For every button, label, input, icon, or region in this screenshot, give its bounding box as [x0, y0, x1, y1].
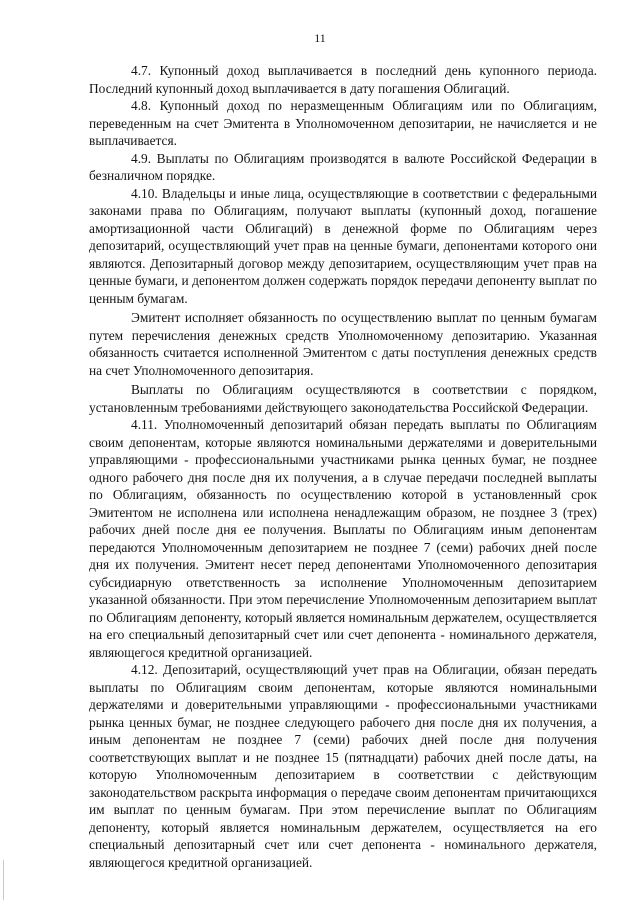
page-number: 11: [314, 31, 326, 45]
paragraph-issuer-obligation: Эмитент исполняет обязанность по осуществлению выплат по ценным бумагам путем перечисления денежных средств Уполномоченному депозитарию. Указанная обязанность считается исполненной Эмитентом с даты поступления денежных средств на счет Уполномоченного депозитария.: [89, 310, 597, 378]
paragraph-4-8: 4.8. Купонный доход по неразмещенным Облигациям или по Облигациям, переведенным на счет Эмитента в Уполномоченном депозитарии, не начисляется и не выплачивается.: [89, 98, 597, 148]
paragraph-4-10: 4.10. Владельцы и иные лица, осуществляющие в соответствии с федеральными законами права по Облигациям, получают выплаты (купонный доход, погашение амортизационной части Облигаций) в денежной форме по Облигациям через депозитарий, осуществляющий учет прав на ценные бумаги, депонентами которого они являются. Депозитарный договор между депозитарием, осуществляющим учет прав на ценные бумаги, и депонентом должен содержать порядок передачи депоненту выплат по ценным бумагам.: [89, 185, 597, 306]
paragraph-4-9: 4.9. Выплаты по Облигациям производятся в валюте Российской Федерации в безналичном порядке.: [89, 150, 597, 183]
paragraph-payments-procedure: Выплаты по Облигациям осуществляются в соответствии с порядком, установленным требованиями действующего законодательства Российской Федерации.: [89, 382, 597, 415]
paragraph-4-12: 4.12. Депозитарий, осуществляющий учет прав на Облигации, обязан передать выплаты по Облигациям своим депонентам, которые являются номинальными держателями и доверительными управляющими - профессиональными участниками рынка ценных бумаг, не позднее следующего рабочего дня после дня их получения, а иным депонентам не позднее 7 (семи) рабочих дней после дня получения соответствующих выплат и не позднее 15 (пятнадцати) рабочих дней после даты, на которую Уполномоченным депозитарием в соответствии с действующим законодательством раскрыта информация о передаче своим депонентам причитающихся им выплат по ценным бумагам. При этом перечисление выплат по Облигациям депоненту, который является номинальным держателем, осуществляется на его специальный депозитарный счет или счет депонента - номинального держателя, являющегося кредитной организацией.: [89, 662, 597, 870]
paragraph-4-7: 4.7. Купонный доход выплачивается в последний день купонного периода. Последний купонный доход выплачивается в дату погашения Облигаций.: [89, 63, 597, 96]
scan-edge-line: [3, 860, 4, 900]
document-body: [89, 62, 597, 871]
paragraph-4-11: 4.11. Уполномоченный депозитарий обязан передать выплаты по Облигациям своим депонентам, которые являются номинальными держателями и доверительными управляющими - профессиональными участниками рынка ценных бумаг, не позднее одного рабочего дня после дня их получения, а в случае передачи последней выплаты по Облигациям, обязанность по осуществлению которой в установленный срок Эмитентом не исполнена или исполнена ненадлежащим образом, не позднее 3 (трех) рабочих дней после дня ее получения. Выплаты по Облигациям иным депонентам передаются Уполномоченным депозитарием не позднее 7 (семи) рабочих дней после дня их получения. Эмитент несет перед депонентами Уполномоченного депозитария субсидиарную ответственность за исполнение Уполномоченным депозитарием указанной обязанности. При этом перечисление Уполномоченным депозитарием выплат по Облигациям депоненту, который является номинальным держателем, осуществляется на его специальный депозитарный счет или счет депонента - номинального держателя, являющегося кредитной организацией.: [89, 417, 597, 660]
